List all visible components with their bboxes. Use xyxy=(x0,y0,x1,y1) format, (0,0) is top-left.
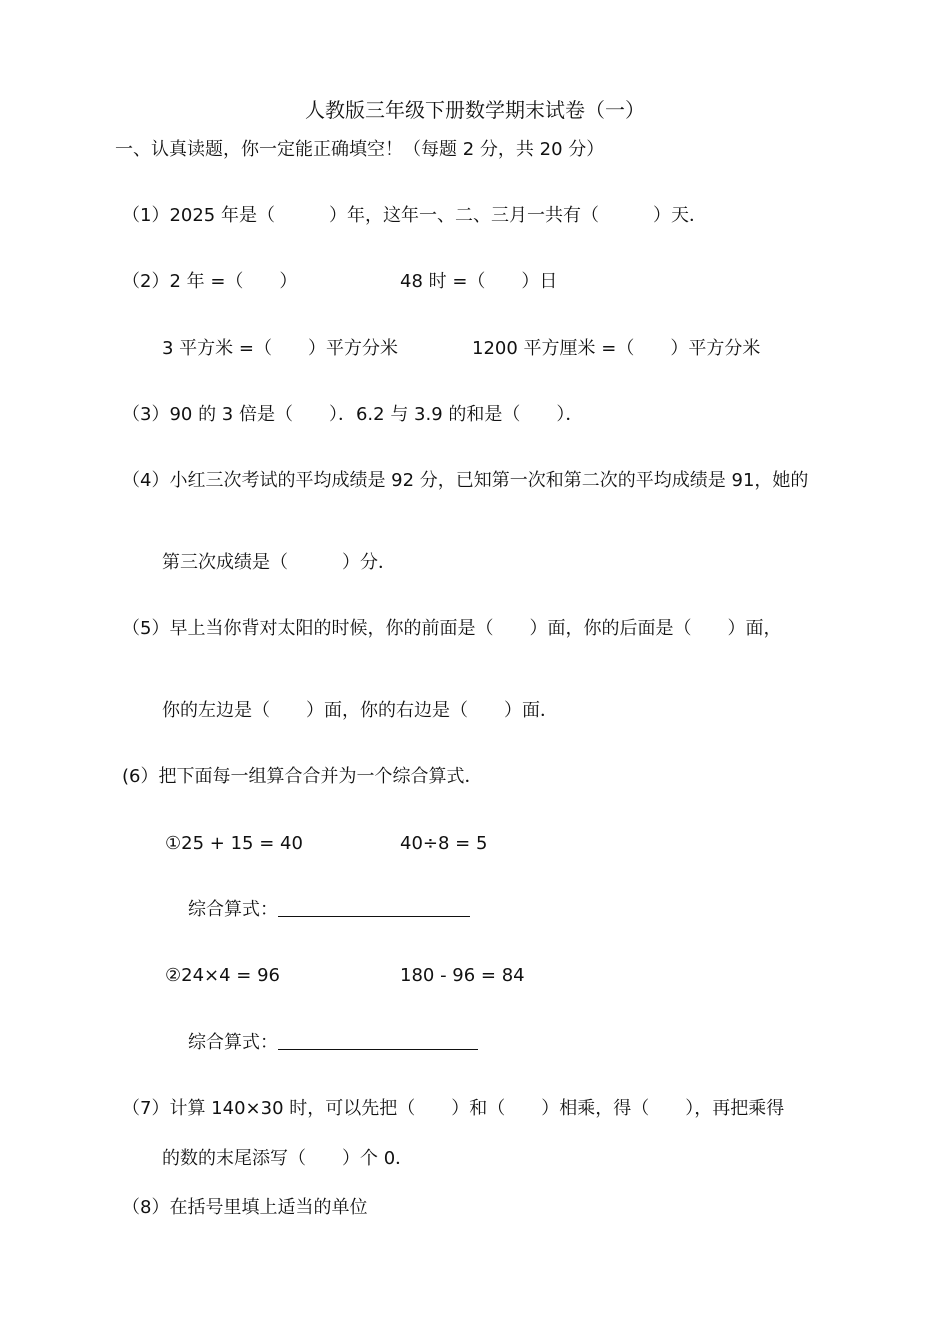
question-6-eq-1a: ①25 + 15 = 40 xyxy=(165,833,303,854)
question-4-line-2: 第三次成绩是（ ）分． xyxy=(162,552,396,573)
question-4-line-1: （4）小红三次考试的平均成绩是 92 分，已知第一次和第二次的平均成绩是 91，她的 xyxy=(122,470,809,491)
question-6-eq-2b: 180 - 96 = 84 xyxy=(400,965,525,986)
question-3: （3）90 的 3 倍是（ ）．6.2 与 3.9 的和是（ ）． xyxy=(122,404,584,425)
answer-blank[interactable] xyxy=(278,1031,478,1050)
question-6-eq-1b: 40÷8 = 5 xyxy=(400,833,488,854)
question-5-line-2: 你的左边是（ ）面，你的右边是（ ）面． xyxy=(162,700,558,721)
composite-formula-2 xyxy=(188,1031,478,1055)
question-2-square-centimeters: 1200 平方厘米 =（ ）平方分米 xyxy=(472,338,761,359)
answer-blank[interactable] xyxy=(278,898,470,917)
composite-formula-label: 综合算式： xyxy=(188,899,278,920)
section-heading: 一、认真读题，你一定能正确填空！（每题 2 分，共 20 分） xyxy=(115,139,605,160)
question-5-line-1: （5）早上当你背对太阳的时候，你的前面是（ ）面，你的后面是（ ）面， xyxy=(122,618,782,639)
question-2-hours: 48 时 =（ ）日 xyxy=(400,271,558,292)
question-6-eq-2a: ②24×4 = 96 xyxy=(165,965,281,986)
composite-formula-1 xyxy=(188,898,470,922)
question-2-square-meters: 3 平方米 =（ ）平方分米 xyxy=(162,338,398,359)
question-8: （8）在括号里填上适当的单位 xyxy=(122,1197,368,1218)
question-6: (6）把下面每一组算合合并为一个综合算式． xyxy=(122,766,483,787)
question-2-year: （2）2 年 =（ ） xyxy=(122,271,298,292)
question-7-line-2: 的数的末尾添写（ ）个 0． xyxy=(162,1148,414,1169)
composite-formula-label: 综合算式： xyxy=(188,1032,278,1053)
question-1: （1）2025 年是（ ）年，这年一、二、三月一共有（ ）天． xyxy=(122,205,707,226)
question-7-line-1: （7）计算 140×30 时，可以先把（ ）和（ ）相乘，得（ ），再把乘得 xyxy=(122,1098,785,1119)
page-title: 人教版三年级下册数学期末试卷（一） xyxy=(305,98,645,122)
